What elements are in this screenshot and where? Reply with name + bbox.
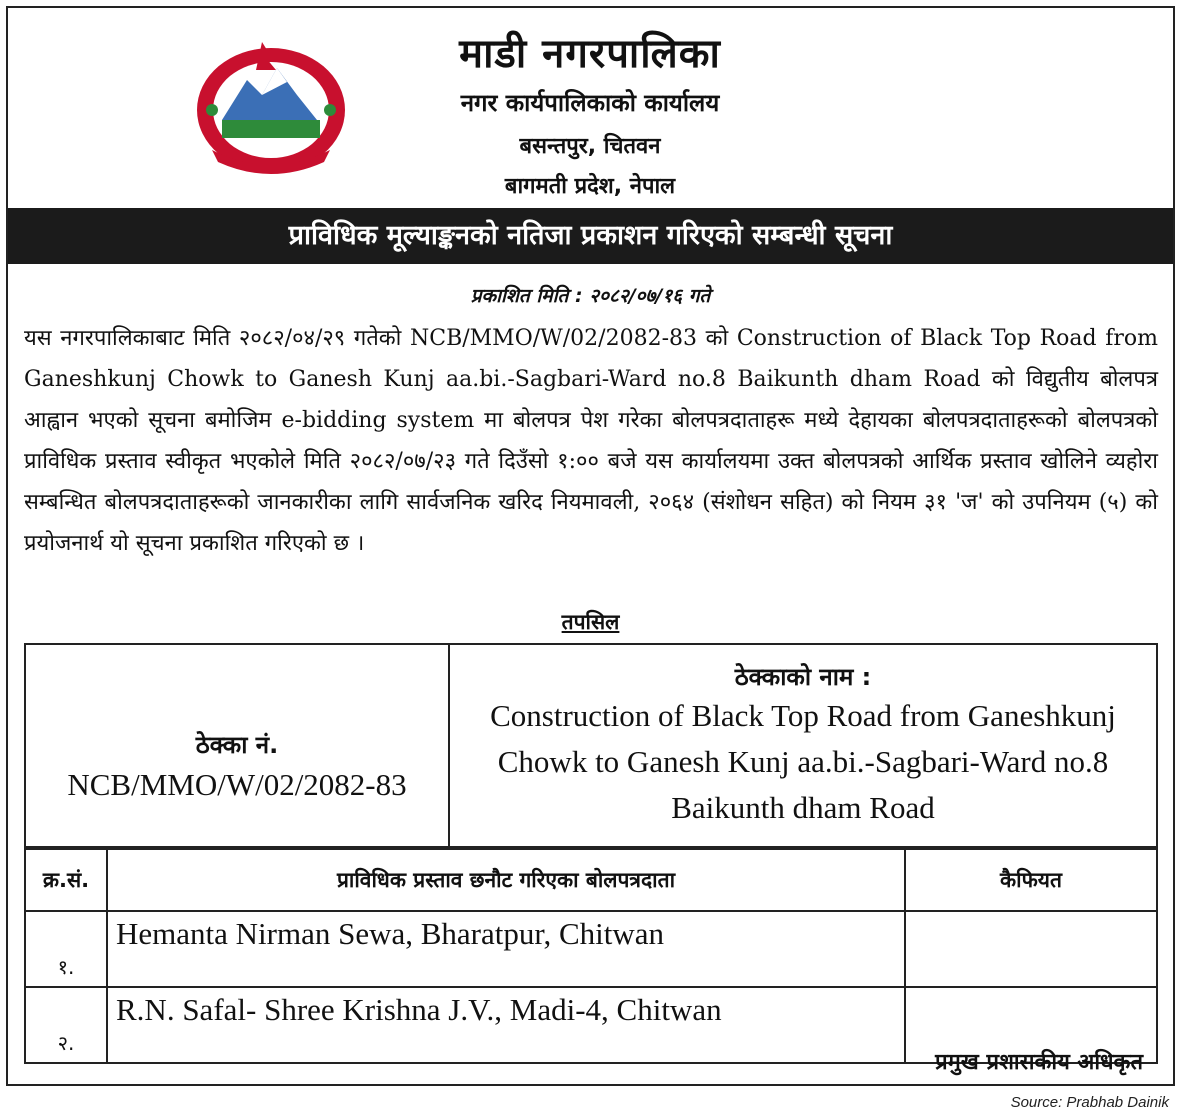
contract-name-cell [449,644,1157,847]
published-date: प्रकाशित मिति : २०८२/०७/१६ गते [470,285,711,307]
contract-number-cell [25,644,449,847]
row-remarks [905,911,1157,987]
table-row [25,911,1157,987]
row-bidder: R.N. Safal- Shree Krishna J.V., Madi-4, Chitwan [107,987,905,1063]
source-credit: Source: Prabhab Dainik [1010,1094,1169,1111]
header-remarks: कैफियत [905,849,1157,911]
contract-table [24,643,1158,848]
office-address: बसन्तपुर, चितवन [519,134,661,159]
row-bidder: Hemanta Nirman Sewa, Bharatpur, Chitwan [107,911,905,987]
contract-number-value: NCB/MMO/W/02/2082-83 [67,767,407,802]
header-serial: क्र.सं. [25,849,107,911]
signatory: प्रमुख प्रशासकीय अधिकृत [935,1050,1143,1075]
row-serial: १. [25,911,107,987]
table-header-row [25,849,1157,911]
municipality-name: माडी नगरपालिका [459,31,721,77]
notice-body [24,318,1158,564]
bidders-table [24,848,1158,1064]
office-name: नगर कार्यपालिकाको कार्यालय [460,89,720,117]
notice-body-text: यस नगरपालिकाबाट मिति २०८२/०४/२९ गतेको NCB/MMO/W/02/2082-83 को Construction of Black Top Road from Ganeshkunj Chowk to Ganesh Kunj aa.bi.-Sagbari-Ward no.8 Baikunth dham Road को विद्युतीय बोलपत्र आह्वान भएको सूचना बमोजिम e-bidding system मा बोलपत्र पेश गरेका बोलपत्रदाताहरू मध्ये देहायका बोलपत्रदाताहरूको बोलपत्रको प्राविधिक प्रस्ताव स्वीकृत भएकोले मिति २०८२/०७/२३ गते दिउँसो १:०० बजे यस कार्यालयमा उक्त बोलपत्रको आर्थिक प्रस्ताव खोलिने व्यहोरा सम्बन्धित बोलपत्रदाताहरूको जानकारीका लागि सार्वजनिक खरिद नियमावली, २०६४ (संशोधन सहित) को नियम ३१ 'ज' को उपनियम (५) को प्रयोजनार्थ यो सूचना प्रकाशित गरिएको छ । [24,326,1158,556]
contract-name-label: ठेक्काको नाम : [734,663,872,691]
notice-title-banner: प्राविधिक मूल्याङ्कनको नतिजा प्रकाशन गरिएको सम्बन्धी सूचना [8,208,1173,264]
contract-number-label: ठेक्का नं. [195,731,279,759]
header-bidder: प्राविधिक प्रस्ताव छनौट गरिएका बोलपत्रदाता [107,849,905,911]
row-serial: २. [25,987,107,1063]
office-province: बागमती प्रदेश, नेपाल [504,174,676,199]
contract-name-value: Construction of Black Top Road from Ganeshkunj Chowk to Ganesh Kunj aa.bi.-Sagbari-Ward no.8 Baikunth dham Road [490,698,1116,825]
details-heading: तपसिल [561,610,620,634]
